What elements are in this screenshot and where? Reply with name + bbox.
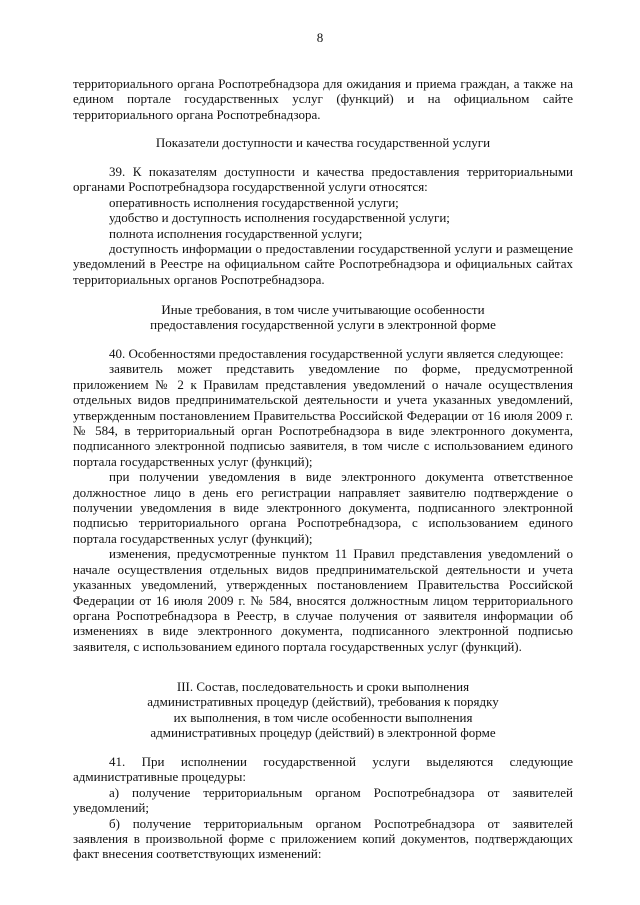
- section-40: [73, 346, 573, 654]
- heading-iii-line-3: их выполнения, в том числе особенности выполнения: [173, 709, 473, 725]
- heading-other-line-1: Иные требования, в том числе учитывающие особенности: [161, 302, 485, 317]
- page-number: 8: [316, 30, 324, 45]
- section-iii-heading: [73, 679, 573, 741]
- paragraph-intro: территориального органа Роспотребнадзора для ожидания и приема граждан, а также на едином портале государственных услуг (функций) и на официальном сайте территориального органа Роспотребнадзора.: [73, 76, 573, 122]
- paragraph-39-item-3: полнота исполнения государственной услуги;: [109, 225, 363, 241]
- paragraph-40-item-2: при получении уведомления в виде электронного документа ответственное должностное лицо в день его регистрации направляет заявителю подтверждение о получении уведомления в виде электронного документа, подписанного электронной подписью территориального органа Роспотребнадзора, с использованием единого портала государственных услуг (функций);: [73, 469, 573, 546]
- paragraph-39-item-1: оперативность исполнения государственной услуги;: [109, 194, 399, 210]
- paragraph-40-item-3: изменения, предусмотренные пунктом 11 Правил представления уведомлений о начале осуществления отдельных видов предпринимательской деятельности и учета указанных уведомлений, утвержденных постановлением Правительства Российской Федерации от 16 июля 2009 г. № 584, вносятся должностным лицом территориального органа Роспотребнадзора в Реестр, в случае получения от заявителя информации об изменениях в виде электронного документа, подписанного электронной подписью заявителя, с использованием единого портала государственных услуг (функций).: [73, 546, 573, 654]
- paragraph-41-item-a: а) получение территориальным органом Роспотребнадзора от заявителей уведомлений;: [73, 784, 573, 816]
- access-heading-block: [73, 135, 573, 150]
- heading-iii-line-2: административных процедур (действий), требования к порядку: [147, 694, 499, 710]
- paragraph-39: 39. К показателям доступности и качества предоставления территориальными органами Роспотребнадзора государственной услуги относятся:: [73, 164, 573, 195]
- paragraph-39-item-4: доступность информации о предоставлении государственной услуги и размещение уведомлений в Реестре на официальном сайте Роспотребнадзора и официальных сайтах территориальных органов Роспотребнадзора.: [73, 241, 573, 287]
- paragraph-40-item-1: заявитель может представить уведомление по форме, предусмотренной приложением № 2 к Правилам представления уведомлений о начале осуществления отдельных видов предпринимательской деятельности и учета указанных уведомлений, утвержденным постановлением Правительства Российской Федерации от 16 июля 2009 г. № 584, в территориальный орган Роспотребнадзора в виде электронного документа, подписанного электронной подписью заявителя, в том числе с использованием единого портала государственных услуг (функций);: [73, 361, 573, 469]
- heading-iii-line-4: административных процедур (действий) в электронной форме: [150, 725, 496, 741]
- heading-other-line-2: предоставления государственной услуги в электронной форме: [150, 317, 496, 333]
- paragraph-39-item-2: удобство и доступность исполнения государственной услуги;: [109, 210, 450, 226]
- section-39: [73, 164, 573, 287]
- paragraph-41-item-b: б) получение территориальным органом Роспотребнадзора от заявителей заявления в произвольной форме с приложением копий документов, подтверждающих факт внесения соответствующих изменений:: [73, 815, 573, 862]
- section-41: [73, 754, 573, 862]
- intro-paragraph: [73, 76, 573, 122]
- paragraph-41: 41. При исполнении государственной услуги выделяются следующие административные процедуры:: [73, 754, 573, 785]
- heading-accessibility: Показатели доступности и качества государственной услуги: [155, 135, 491, 150]
- paragraph-40: 40. Особенностями предоставления государственной услуги является следующее:: [109, 346, 564, 361]
- other-requirements-heading: [73, 302, 573, 333]
- heading-iii-line-1: III. Состав, последовательность и сроки выполнения: [176, 679, 470, 694]
